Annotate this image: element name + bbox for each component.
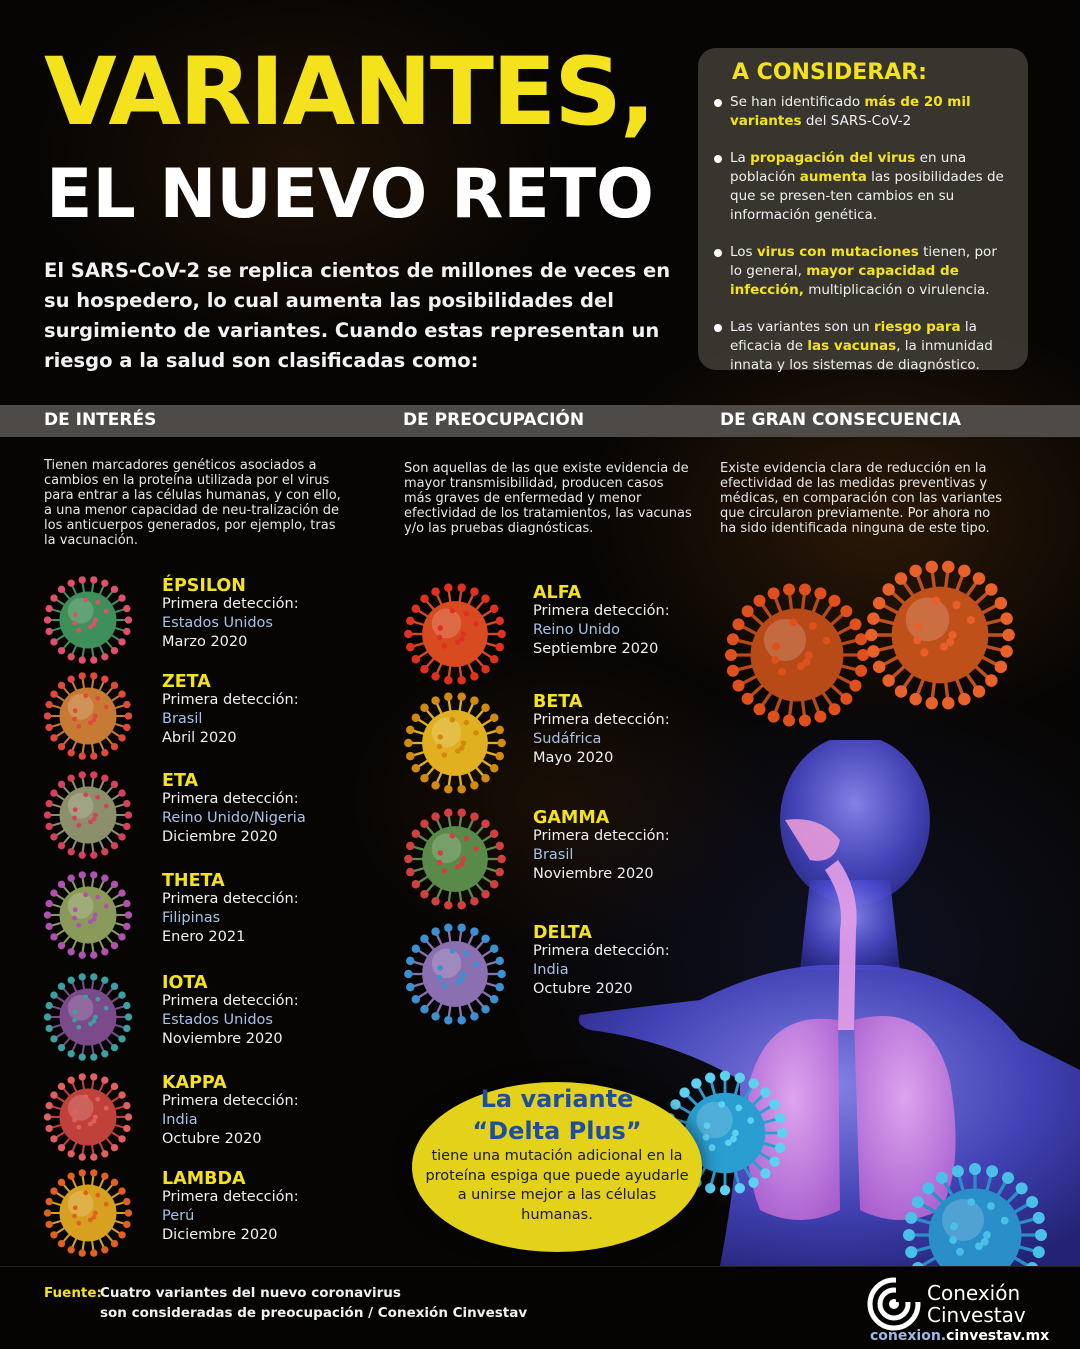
virus-illustration-consecuencia-1-icon — [722, 580, 872, 730]
variant-first-detection-label: Primera detección: — [162, 791, 299, 807]
variant-first-detection-label: Primera detección: — [533, 603, 670, 619]
considerar-item — [714, 149, 1012, 225]
variant-country: India — [533, 962, 569, 978]
intro-paragraph: El SARS-CoV-2 se replica cientos de millones de veces en su hospedero, lo cual aumenta las posibilidades del surgimiento de variantes. Cuando estas representan un riesgo a la salud son clasificadas como: — [44, 259, 671, 372]
considerar-item — [714, 318, 1012, 375]
considerar-box — [698, 48, 1028, 373]
variant-first-detection-label: Primera detección: — [162, 596, 299, 612]
virus-beta-icon — [402, 690, 508, 796]
variant-date: Abril 2020 — [162, 730, 237, 746]
considerar-item-text: propagación del virus — [750, 150, 916, 166]
considerar-item-text: tienen, por lo general, — [730, 244, 997, 279]
virus-theta-icon — [42, 869, 134, 961]
website-link-prefix: conexion. — [870, 1328, 947, 1344]
variant-first-detection-label: Primera detección: — [162, 1093, 299, 1109]
variant-name: ETA — [162, 771, 199, 791]
variant-name: ALFA — [533, 583, 582, 603]
virus-iota-icon — [42, 971, 134, 1063]
considerar-item-text: Las variantes son un — [730, 319, 874, 335]
virus-alfa-icon — [402, 581, 508, 687]
variant-country: Reino Unido — [533, 622, 620, 638]
considerar-item-text: Se han identificado — [730, 94, 865, 110]
website-link-suffix: cinvestav.mx — [946, 1328, 1050, 1344]
variant-name: BETA — [533, 692, 583, 712]
source-text-line-1: Cuatro variantes del nuevo coronavirus — [100, 1285, 401, 1301]
variant-name: GAMMA — [533, 808, 610, 828]
variant-date: Septiembre 2020 — [533, 641, 659, 657]
variant-date: Octubre 2020 — [533, 981, 633, 997]
variant-first-detection-label: Primera detección: — [533, 828, 670, 844]
variant-date: Mayo 2020 — [533, 750, 614, 766]
considerar-item-text: La — [730, 150, 751, 166]
considerar-item-text: en una población — [730, 150, 967, 185]
category-label-preocupacion: DE PREOCUPACIÓN — [403, 410, 585, 430]
variant-first-detection-label: Primera detección: — [162, 692, 299, 708]
virus-kappa-icon — [42, 1071, 134, 1163]
variant-name: THETA — [162, 871, 225, 891]
virus-delta-icon — [402, 921, 508, 1027]
variant-first-detection-label: Primera detección: — [162, 891, 299, 907]
variant-date: Octubre 2020 — [162, 1131, 262, 1147]
considerar-item-text: Los — [730, 244, 757, 260]
source-text-line-2: son consideradas de preocupación / Conexión Cinvestav — [100, 1305, 528, 1321]
title-line-1: VARIANTES, — [44, 38, 654, 147]
variant-name: ZETA — [162, 672, 211, 692]
variant-country: Perú — [162, 1208, 195, 1224]
variant-country: Brasil — [533, 847, 574, 863]
variant-name: IOTA — [162, 973, 208, 993]
considerar-item-text: la eficacia de — [730, 319, 977, 354]
description-consecuencia: Existe evidencia clara de reducción en la efectividad de las medidas preventivas y médicas, en comparación con las variantes que circularon previamente. Por ahora no ha sido identificada ninguna de este tipo. — [720, 461, 1003, 536]
virus-zeta-icon — [42, 670, 134, 762]
delta-plus-title-line-1: La variante — [480, 1085, 634, 1113]
considerar-item-text: multiplicación o virulencia. — [803, 282, 990, 298]
variant-country: Estados Unidos — [162, 1012, 273, 1028]
considerar-list — [714, 93, 1012, 375]
delta-plus-title-line-2: “Delta Plus” — [472, 1117, 642, 1145]
description-preocupacion: Son aquellas de las que existe evidencia de mayor transmisibilidad, producen casos más graves de enfermedad y menor efectividad de los tratamientos, las vacunas y/o las pruebas diagnósticas. — [404, 461, 692, 536]
considerar-item-text: riesgo para — [873, 319, 961, 335]
considerar-title: A CONSIDERAR: — [732, 60, 927, 85]
website-link[interactable] — [870, 1328, 1049, 1344]
variant-country: Reino Unido/Nigeria — [162, 810, 306, 826]
virus-lambda-icon — [42, 1167, 134, 1259]
logo-text-line-1: Conexión — [927, 1281, 1021, 1305]
variant-country: Sudáfrica — [533, 731, 602, 747]
variant-name: ÉPSILON — [162, 576, 246, 596]
delta-plus-title — [412, 1083, 702, 1147]
considerar-item-text: más de 20 mil variantes — [730, 94, 971, 129]
variant-date: Enero 2021 — [162, 929, 246, 945]
considerar-item-text: virus con mutaciones — [756, 244, 919, 260]
variant-date: Marzo 2020 — [162, 634, 248, 650]
considerar-item-text: , la inmunidad innata y los sistemas de diagnóstico. — [730, 338, 993, 373]
variant-date: Diciembre 2020 — [162, 1227, 278, 1243]
title-line-2: EL NUEVO RETO — [46, 155, 654, 234]
delta-plus-text: tiene una mutación adicional en la proteína espiga que puede ayudarle a unirse mejor a las células humanas. — [425, 1148, 689, 1223]
considerar-item-text: las vacunas — [807, 338, 897, 354]
variant-name: DELTA — [533, 923, 592, 943]
variant-country: India — [162, 1112, 198, 1128]
considerar-item — [714, 243, 1012, 300]
description-interes: Tienen marcadores genéticos asociados a cambios en la proteína utilizada por el virus para entrar a las células humanas, y con ello, a una menor capacidad de neu-tralización de los anticuerpos generados, por ejemplo, tras la vacunación. — [44, 458, 341, 548]
variant-country: Estados Unidos — [162, 615, 273, 631]
category-label-consecuencia: DE GRAN CONSECUENCIA — [720, 410, 962, 430]
logo-text-line-2: Cinvestav — [927, 1303, 1026, 1327]
variant-first-detection-label: Primera detección: — [533, 943, 670, 959]
considerar-item-text: aumenta — [799, 169, 867, 185]
variant-name: LAMBDA — [162, 1169, 246, 1189]
variant-date: Diciembre 2020 — [162, 829, 278, 845]
considerar-item-text: del SARS-CoV-2 — [801, 113, 912, 129]
virus-eta-icon — [42, 769, 134, 861]
virus-épsilon-icon — [42, 574, 134, 666]
variant-date: Noviembre 2020 — [162, 1031, 283, 1047]
variant-first-detection-label: Primera detección: — [162, 993, 299, 1009]
virus-illustration-consecuencia-2-icon — [862, 557, 1018, 713]
considerar-item — [714, 93, 1012, 131]
variant-date: Noviembre 2020 — [533, 866, 654, 882]
virus-gamma-icon — [402, 806, 508, 912]
variant-name: KAPPA — [162, 1073, 227, 1093]
variant-first-detection-label: Primera detección: — [162, 1189, 299, 1205]
considerar-item-text: las posibilidades de que se presen-ten cambios en su información genética. — [730, 169, 1004, 223]
conexion-logo-icon — [866, 1276, 922, 1332]
variant-country: Filipinas — [162, 910, 221, 926]
category-label-interes: DE INTERÉS — [44, 410, 157, 430]
variant-first-detection-label: Primera detección: — [533, 712, 670, 728]
source-label: Fuente: — [44, 1285, 102, 1301]
considerar-item-text: mayor capacidad de infección, — [730, 263, 959, 298]
variant-country: Brasil — [162, 711, 203, 727]
